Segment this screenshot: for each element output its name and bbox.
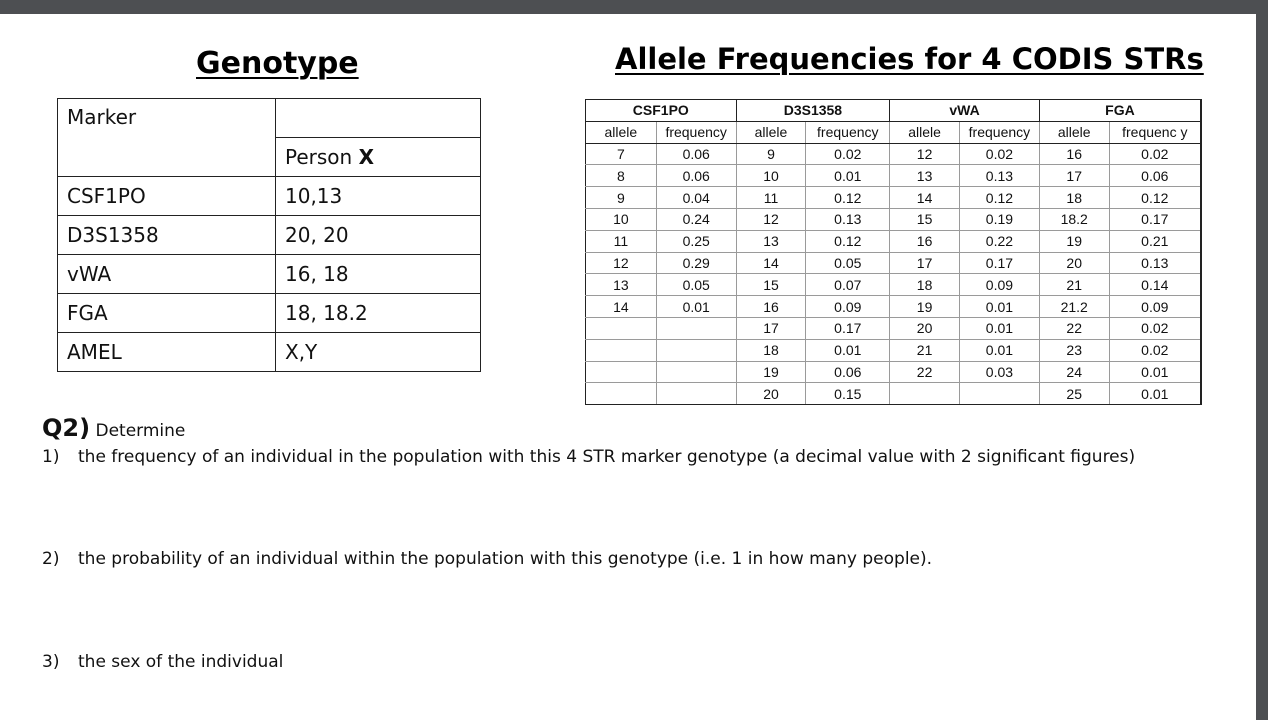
marker-header-csf1po: CSF1PO bbox=[586, 100, 737, 122]
allele-cell: 12 bbox=[890, 143, 960, 165]
genotype-title: Genotype bbox=[196, 46, 359, 81]
frequency-subheader: frequency bbox=[656, 121, 736, 143]
frequency-cell: 0.13 bbox=[806, 208, 890, 230]
allele-subheader: allele bbox=[736, 121, 806, 143]
allele-cell: 20 bbox=[890, 317, 960, 339]
allele-row bbox=[586, 274, 1202, 296]
frequency-cell: 0.13 bbox=[1109, 252, 1201, 274]
genotype-row bbox=[58, 177, 481, 216]
allele-cell: 20 bbox=[1039, 252, 1109, 274]
frequency-cell: 0.06 bbox=[656, 165, 736, 187]
question-intro: Determine bbox=[90, 421, 186, 441]
marker-value: 18, 18.2 bbox=[276, 294, 481, 333]
allele-subheader: allele bbox=[1039, 121, 1109, 143]
allele-cell: 21 bbox=[1039, 274, 1109, 296]
frequency-cell: 0.01 bbox=[959, 317, 1039, 339]
allele-cell: 16 bbox=[1039, 143, 1109, 165]
allele-cell: 18 bbox=[1039, 187, 1109, 209]
person-label: Person bbox=[285, 145, 359, 169]
marker-header-d3s1358: D3S1358 bbox=[736, 100, 890, 122]
frequency-cell: 0.02 bbox=[1109, 317, 1201, 339]
allele-cell: 21.2 bbox=[1039, 296, 1109, 318]
allele-cell: 10 bbox=[736, 165, 806, 187]
frequency-cell: 0.01 bbox=[806, 339, 890, 361]
genotype-row bbox=[58, 294, 481, 333]
frequency-subheader: frequency bbox=[806, 121, 890, 143]
marker-header-row bbox=[586, 100, 1202, 122]
allele-cell: 16 bbox=[890, 230, 960, 252]
question-item bbox=[42, 549, 932, 569]
allele-cell: 21 bbox=[890, 339, 960, 361]
frequency-cell bbox=[656, 383, 736, 405]
allele-row bbox=[586, 208, 1202, 230]
allele-cell: 14 bbox=[890, 187, 960, 209]
genotype-row bbox=[58, 216, 481, 255]
allele-cell: 14 bbox=[586, 296, 657, 318]
allele-cell: 19 bbox=[890, 296, 960, 318]
genotype-row bbox=[58, 333, 481, 372]
allele-row bbox=[586, 383, 1202, 405]
allele-cell: 15 bbox=[890, 208, 960, 230]
frequency-cell: 0.05 bbox=[806, 252, 890, 274]
marker-header-vwa: vWA bbox=[890, 100, 1040, 122]
frequency-cell: 0.14 bbox=[1109, 274, 1201, 296]
allele-cell: 11 bbox=[586, 230, 657, 252]
marker-value: 16, 18 bbox=[276, 255, 481, 294]
frequency-cell: 0.01 bbox=[656, 296, 736, 318]
frequency-subheader: frequency bbox=[959, 121, 1039, 143]
question-item-number: 1) bbox=[42, 447, 60, 467]
allele-cell: 16 bbox=[736, 296, 806, 318]
allele-cell bbox=[586, 361, 657, 383]
frequency-cell: 0.21 bbox=[1109, 230, 1201, 252]
person-header bbox=[276, 138, 481, 177]
allele-cell bbox=[586, 383, 657, 405]
frequency-cell: 0.01 bbox=[806, 165, 890, 187]
frequency-cell: 0.17 bbox=[806, 317, 890, 339]
allele-row bbox=[586, 230, 1202, 252]
frequency-cell: 0.02 bbox=[1109, 339, 1201, 361]
allele-cell: 18.2 bbox=[1039, 208, 1109, 230]
allele-cell: 22 bbox=[1039, 317, 1109, 339]
allele-cell: 7 bbox=[586, 143, 657, 165]
frequency-cell: 0.02 bbox=[806, 143, 890, 165]
frequency-cell: 0.03 bbox=[959, 361, 1039, 383]
allele-cell bbox=[586, 317, 657, 339]
allele-row bbox=[586, 296, 1202, 318]
marker-value: 10,13 bbox=[276, 177, 481, 216]
allele-cell: 17 bbox=[736, 317, 806, 339]
allele-cell: 11 bbox=[736, 187, 806, 209]
allele-cell: 19 bbox=[736, 361, 806, 383]
question-item-number: 3) bbox=[42, 652, 60, 672]
marker-name: AMEL bbox=[58, 333, 276, 372]
genotype-row bbox=[58, 255, 481, 294]
frequency-cell: 0.12 bbox=[806, 187, 890, 209]
frequency-cell bbox=[959, 383, 1039, 405]
question-item-number: 2) bbox=[42, 549, 60, 569]
allele-cell: 20 bbox=[736, 383, 806, 405]
allele-cell: 13 bbox=[586, 274, 657, 296]
allele-cell bbox=[586, 339, 657, 361]
allele-row bbox=[586, 361, 1202, 383]
question-item-text: the frequency of an individual in the population with this 4 STR marker genotype (a decimal value with 2 significant figures) bbox=[78, 447, 1136, 467]
marker-name: D3S1358 bbox=[58, 216, 276, 255]
allele-subheader: allele bbox=[890, 121, 960, 143]
question-item-text: the sex of the individual bbox=[78, 652, 284, 672]
empty-header-cell bbox=[276, 99, 481, 138]
question-item-text: the probability of an individual within the population with this genotype (i.e. 1 in how many people). bbox=[78, 549, 933, 569]
document-page bbox=[0, 14, 1256, 720]
frequency-cell: 0.12 bbox=[959, 187, 1039, 209]
frequency-cell: 0.02 bbox=[1109, 143, 1201, 165]
marker-name: CSF1PO bbox=[58, 177, 276, 216]
allele-row bbox=[586, 317, 1202, 339]
marker-value: X,Y bbox=[276, 333, 481, 372]
allele-cell: 25 bbox=[1039, 383, 1109, 405]
frequency-cell: 0.12 bbox=[806, 230, 890, 252]
allele-cell: 18 bbox=[890, 274, 960, 296]
column-subheader-row bbox=[586, 121, 1202, 143]
frequency-cell bbox=[656, 361, 736, 383]
allele-row bbox=[586, 165, 1202, 187]
frequency-cell bbox=[656, 317, 736, 339]
frequency-cell: 0.01 bbox=[1109, 383, 1201, 405]
allele-cell: 22 bbox=[890, 361, 960, 383]
marker-header: Marker bbox=[58, 99, 276, 177]
marker-name: vWA bbox=[58, 255, 276, 294]
frequency-cell: 0.19 bbox=[959, 208, 1039, 230]
allele-cell: 18 bbox=[736, 339, 806, 361]
allele-cell: 12 bbox=[586, 252, 657, 274]
allele-cell: 9 bbox=[586, 187, 657, 209]
frequency-cell: 0.24 bbox=[656, 208, 736, 230]
frequency-cell: 0.22 bbox=[959, 230, 1039, 252]
frequency-cell: 0.25 bbox=[656, 230, 736, 252]
frequency-cell: 0.07 bbox=[806, 274, 890, 296]
allele-frequency-table bbox=[585, 99, 1202, 405]
marker-header-fga: FGA bbox=[1039, 100, 1201, 122]
question-item bbox=[42, 652, 283, 672]
frequency-cell: 0.06 bbox=[1109, 165, 1201, 187]
frequency-cell: 0.29 bbox=[656, 252, 736, 274]
allele-cell: 17 bbox=[890, 252, 960, 274]
frequency-cell bbox=[656, 339, 736, 361]
genotype-table bbox=[57, 98, 481, 372]
frequency-cell: 0.04 bbox=[656, 187, 736, 209]
allele-table-body bbox=[586, 121, 1202, 404]
frequency-cell: 0.13 bbox=[959, 165, 1039, 187]
frequency-cell: 0.09 bbox=[806, 296, 890, 318]
allele-cell: 19 bbox=[1039, 230, 1109, 252]
frequency-cell: 0.17 bbox=[959, 252, 1039, 274]
allele-row bbox=[586, 143, 1202, 165]
question-heading bbox=[42, 414, 185, 442]
frequency-cell: 0.01 bbox=[959, 296, 1039, 318]
allele-cell: 17 bbox=[1039, 165, 1109, 187]
allele-cell: 13 bbox=[890, 165, 960, 187]
frequency-cell: 0.02 bbox=[959, 143, 1039, 165]
allele-row bbox=[586, 187, 1202, 209]
allele-cell: 15 bbox=[736, 274, 806, 296]
frequency-cell: 0.15 bbox=[806, 383, 890, 405]
question-number: Q2) bbox=[42, 414, 91, 442]
question-item bbox=[42, 447, 1135, 467]
frequency-cell: 0.12 bbox=[1109, 187, 1201, 209]
allele-cell bbox=[890, 383, 960, 405]
allele-cell: 23 bbox=[1039, 339, 1109, 361]
frequency-cell: 0.06 bbox=[656, 143, 736, 165]
marker-value: 20, 20 bbox=[276, 216, 481, 255]
genotype-header-row bbox=[58, 99, 481, 138]
frequency-cell: 0.05 bbox=[656, 274, 736, 296]
allele-subheader: allele bbox=[586, 121, 657, 143]
allele-cell: 8 bbox=[586, 165, 657, 187]
frequency-cell: 0.01 bbox=[959, 339, 1039, 361]
frequency-cell: 0.09 bbox=[1109, 296, 1201, 318]
allele-cell: 10 bbox=[586, 208, 657, 230]
frequency-cell: 0.09 bbox=[959, 274, 1039, 296]
allele-cell: 13 bbox=[736, 230, 806, 252]
allele-cell: 9 bbox=[736, 143, 806, 165]
frequency-cell: 0.17 bbox=[1109, 208, 1201, 230]
allele-row bbox=[586, 252, 1202, 274]
frequency-subheader: frequenc y bbox=[1109, 121, 1201, 143]
allele-frequencies-title: Allele Frequencies for 4 CODIS STRs bbox=[615, 42, 1204, 76]
allele-row bbox=[586, 339, 1202, 361]
allele-cell: 12 bbox=[736, 208, 806, 230]
marker-name: FGA bbox=[58, 294, 276, 333]
allele-cell: 24 bbox=[1039, 361, 1109, 383]
frequency-cell: 0.06 bbox=[806, 361, 890, 383]
person-id: X bbox=[358, 145, 374, 169]
allele-cell: 14 bbox=[736, 252, 806, 274]
frequency-cell: 0.01 bbox=[1109, 361, 1201, 383]
